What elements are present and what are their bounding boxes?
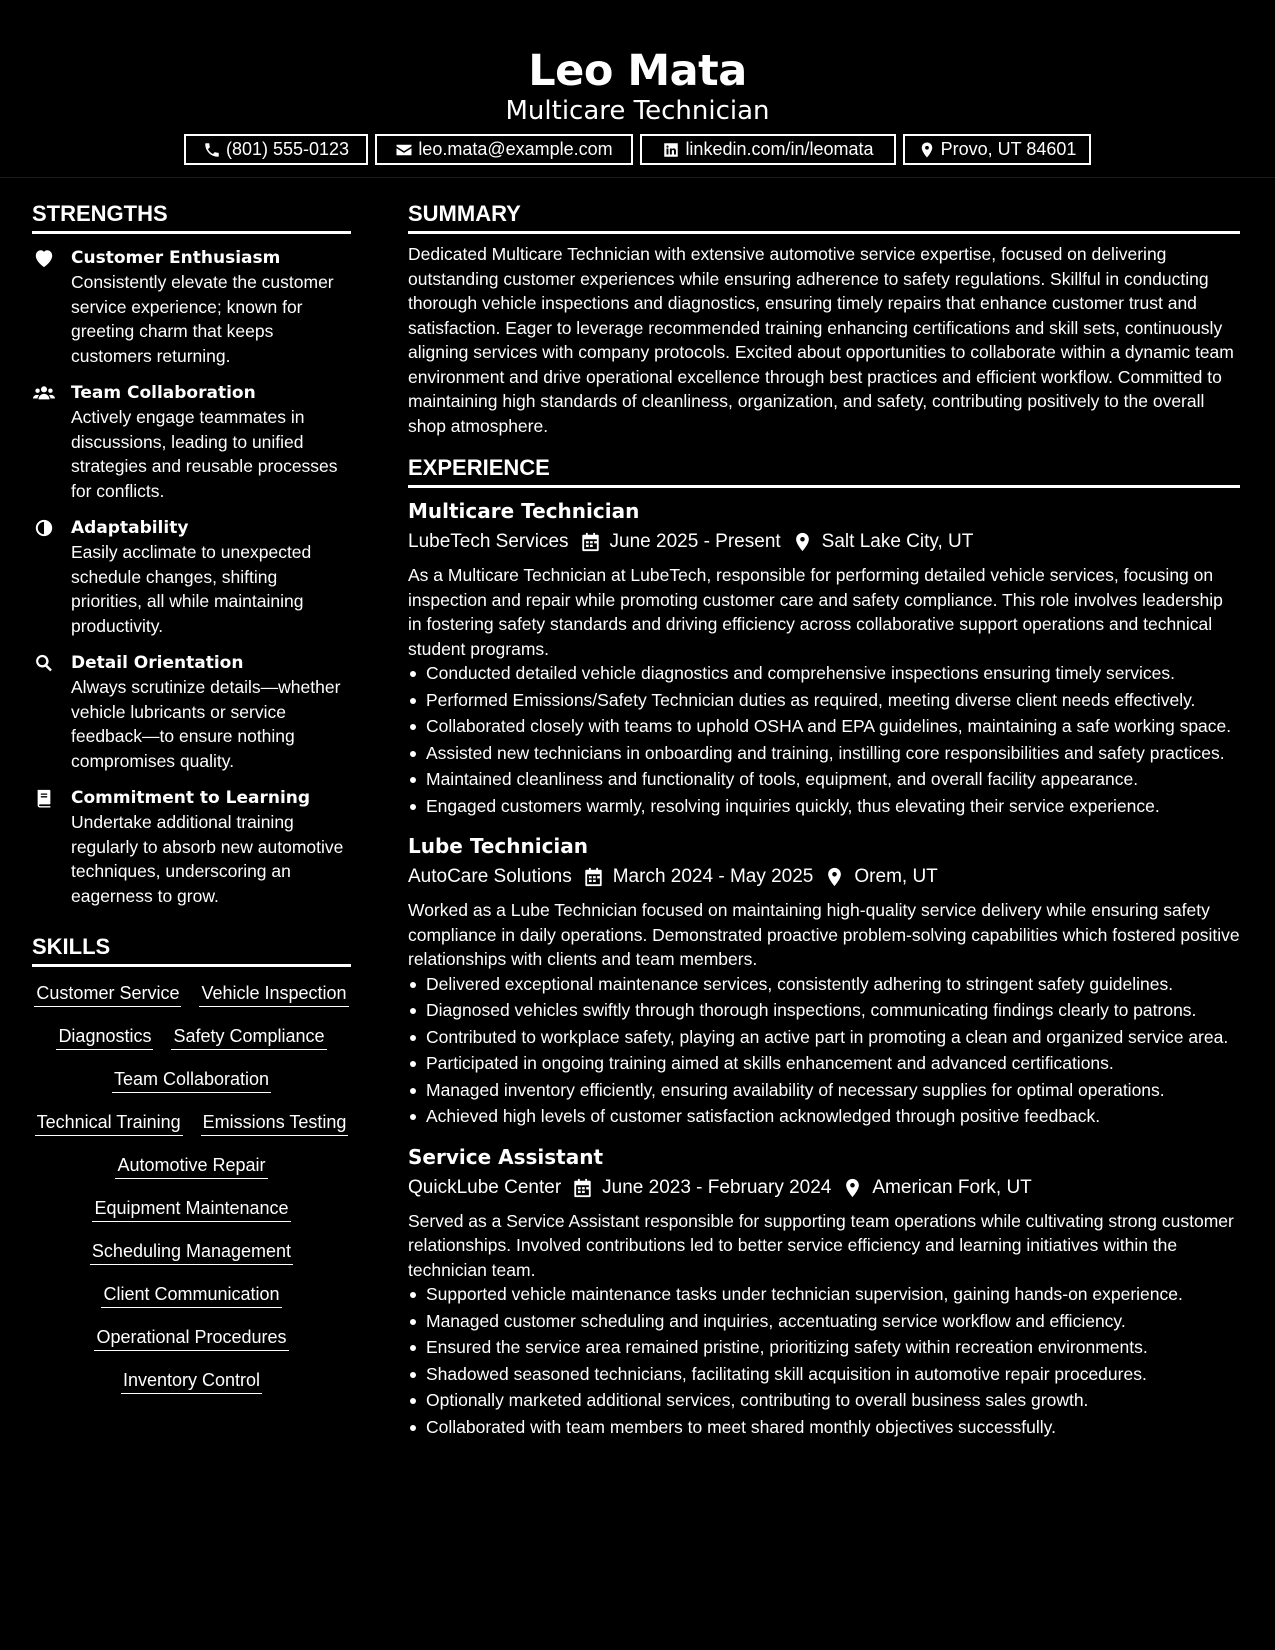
- map-pin-icon: [825, 867, 844, 887]
- email-text: leo.mata@example.com: [418, 139, 613, 159]
- job-bullets: [408, 661, 1240, 818]
- list-item: Contributed to workplace safety, playing an active part in promoting a clean and organized service area.: [408, 1025, 1240, 1050]
- job-description: Served as a Service Assistant responsible for supporting team operations while cultivating strong customer relationships. Involved contributions led to better service efficiency and learning initiatives within the technician team.: [408, 1210, 1234, 1280]
- job-entry: [408, 497, 1240, 818]
- job-company: QuickLube Center: [408, 1176, 562, 1198]
- strength-item: [32, 516, 351, 638]
- phone-contact[interactable]: [184, 134, 368, 165]
- list-item: Optionally marketed additional services, contributing to overall business sales growth.: [408, 1388, 1240, 1413]
- job-dates: June 2025 - Present: [609, 531, 781, 552]
- strength-item: [32, 381, 351, 503]
- list-item: Participated in ongoing training aimed at skills enhancement and advanced certifications.: [408, 1051, 1240, 1076]
- job-meta: [408, 527, 1240, 557]
- map-pin-icon: [793, 532, 812, 552]
- linkedin-text: linkedin.com/in/leomata: [685, 139, 874, 159]
- job-location: Salt Lake City, UT: [821, 531, 974, 552]
- summary-heading: SUMMARY: [408, 198, 1240, 234]
- linkedin-contact[interactable]: [640, 134, 896, 165]
- summary-text: Dedicated Multicare Technician with extensive automotive service expertise, focused on delivering outstanding customer experiences while ensuring adherence to safety regulations. Skillful in conducting thorough vehicle inspections and diagnostics, ensuring timely repairs that enhance customer trust and satisfaction. Eager to leverage recommended training enhancing certifications and skill sets, continuously aligning services with company protocols. Excited about opportunities to collaborate within a dynamic team environment and drive operational excellence through best practices and efficient workflow. Committed to maintaining high standards of cleanliness, organization, and safety, contributing positively to the overall shop atmosphere.: [408, 244, 1234, 436]
- list-item: Performed Emissions/Safety Technician duties as required, meeting diverse client needs effectively.: [408, 688, 1240, 713]
- strength-item: [32, 651, 351, 773]
- job-company: LubeTech Services: [408, 531, 569, 552]
- job-description: Worked as a Lube Technician focused on maintaining high-quality service delivery while ensuring safety compliance in daily operations. Demonstrated proactive problem-solving capabilities which fostered positive relationships with clients and team members.: [408, 900, 1240, 969]
- resume-header: [0, 0, 1275, 178]
- skill-tag: Scheduling Management: [90, 1239, 293, 1265]
- strength-item: [32, 786, 351, 908]
- list-item: Assisted new technicians in onboarding and training, instilling core responsibilities and safety practices.: [408, 741, 1240, 766]
- calendar-icon: [573, 1178, 592, 1198]
- strengths-list: [32, 246, 351, 908]
- location-text: Provo, UT 84601: [940, 139, 1077, 159]
- skill-tag: Safety Compliance: [171, 1024, 326, 1050]
- skills-heading: SKILLS: [32, 931, 351, 967]
- heart-icon: [33, 248, 55, 268]
- map-pin-icon: [843, 1178, 862, 1198]
- strength-item: [32, 246, 351, 368]
- list-item: Achieved high levels of customer satisfaction acknowledged through positive feedback.: [408, 1104, 1240, 1129]
- skill-tag: Equipment Maintenance: [92, 1196, 290, 1222]
- phone-text: (801) 555-0123: [225, 139, 350, 159]
- users-icon: [33, 383, 55, 403]
- strength-text: Undertake additional training regularly to absorb new automotive techniques, underscoring an eagerness to grow.: [71, 812, 344, 906]
- strength-name: Detail Orientation: [71, 653, 244, 673]
- skill-tag: Diagnostics: [56, 1024, 153, 1050]
- skill-tag: Inventory Control: [121, 1368, 262, 1394]
- list-item: Managed customer scheduling and inquiries, accentuating service workflow and efficiency.: [408, 1309, 1240, 1334]
- list-item: Delivered exceptional maintenance services, consistently adhering to stringent safety guidelines.: [408, 972, 1240, 997]
- job-location: American Fork, UT: [872, 1176, 1032, 1198]
- job-location: Orem, UT: [854, 866, 938, 887]
- skill-tag: Operational Procedures: [94, 1325, 288, 1351]
- half-circle-icon: [33, 518, 55, 538]
- skills-list: [32, 981, 351, 1394]
- search-icon: [33, 653, 55, 673]
- envelope-icon: [395, 141, 413, 159]
- list-item: Maintained cleanliness and functionality of tools, equipment, and overall facility appearance.: [408, 767, 1240, 792]
- candidate-title: Multicare Technician: [505, 96, 770, 126]
- strength-text: Actively engage teammates in discussions, leading to unified strategies and reusable processes for conflicts.: [71, 407, 338, 501]
- skill-tag: Emissions Testing: [201, 1110, 349, 1136]
- calendar-icon: [584, 867, 603, 887]
- job-title: Lube Technician: [408, 834, 589, 858]
- job-bullets: [408, 972, 1240, 1129]
- book-icon: [33, 788, 55, 808]
- strength-text: Consistently elevate the customer service experience; known for greeting charm that keeps customers returning.: [71, 272, 334, 366]
- skill-tag: Technical Training: [35, 1110, 183, 1136]
- strength-name: Team Collaboration: [71, 383, 256, 403]
- experience-heading: EXPERIENCE: [408, 452, 1240, 488]
- location-contact[interactable]: [903, 134, 1091, 165]
- job-dates: June 2023 - February 2024: [602, 1176, 832, 1198]
- strengths-heading: STRENGTHS: [32, 198, 351, 234]
- job-description: As a Multicare Technician at LubeTech, responsible for performing detailed vehicle services, focusing on inspection and repair while promoting customer care and safety compliance. This role involves leadership in fostering safety standards and driving efficiency across collaborative support operations and technical student programs.: [408, 565, 1223, 659]
- candidate-name: Leo Mata: [528, 46, 747, 96]
- linkedin-icon: [662, 141, 680, 159]
- left-column: [32, 198, 351, 1394]
- skill-tag: Client Communication: [101, 1282, 281, 1308]
- job-entry: [408, 832, 1240, 1129]
- list-item: Diagnosed vehicles swiftly through thorough inspections, communicating findings clearly to patrons.: [408, 998, 1240, 1023]
- job-company: AutoCare Solutions: [408, 866, 572, 887]
- list-item: Collaborated with team members to meet shared monthly objectives successfully.: [408, 1415, 1240, 1440]
- map-pin-icon: [918, 141, 936, 159]
- skill-tag: Customer Service: [34, 981, 181, 1007]
- right-column: [408, 198, 1240, 1441]
- skill-tag: Team Collaboration: [112, 1067, 271, 1093]
- list-item: Engaged customers warmly, resolving inquiries quickly, thus elevating their service experience.: [408, 794, 1240, 819]
- strength-name: Commitment to Learning: [71, 788, 311, 808]
- skill-tag: Automotive Repair: [115, 1153, 267, 1179]
- job-entry: [408, 1143, 1240, 1440]
- list-item: Conducted detailed vehicle diagnostics and comprehensive inspections ensuring timely services.: [408, 661, 1240, 686]
- list-item: Ensured the service area remained pristine, prioritizing safety within recreation environments.: [408, 1335, 1240, 1360]
- list-item: Collaborated closely with teams to uphold OSHA and EPA guidelines, maintaining a safe working space.: [408, 714, 1240, 739]
- list-item: Shadowed seasoned technicians, facilitating skill acquisition in automotive repair procedures.: [408, 1362, 1240, 1387]
- contact-bar: [0, 134, 1275, 165]
- job-meta: [408, 1173, 1240, 1203]
- skill-tag: Vehicle Inspection: [199, 981, 348, 1007]
- list-item: Managed inventory efficiently, ensuring availability of necessary supplies for optimal operations.: [408, 1078, 1240, 1103]
- strength-text: Easily acclimate to unexpected schedule changes, shifting priorities, all while maintaining productivity.: [71, 542, 312, 636]
- job-bullets: [408, 1282, 1240, 1439]
- email-contact[interactable]: [375, 134, 633, 165]
- job-title: Service Assistant: [408, 1144, 604, 1169]
- strength-name: Customer Enthusiasm: [71, 248, 281, 268]
- job-title: Multicare Technician: [408, 499, 640, 523]
- list-item: Supported vehicle maintenance tasks under technician supervision, gaining hands-on experience.: [408, 1282, 1240, 1307]
- strength-name: Adaptability: [71, 518, 189, 538]
- calendar-icon: [581, 532, 600, 552]
- strength-text: Always scrutinize details—whether vehicle lubricants or service feedback—to ensure nothing compromises quality.: [71, 677, 341, 771]
- job-meta: [408, 862, 1240, 892]
- job-dates: March 2024 - May 2025: [612, 866, 814, 887]
- phone-icon: [203, 141, 221, 159]
